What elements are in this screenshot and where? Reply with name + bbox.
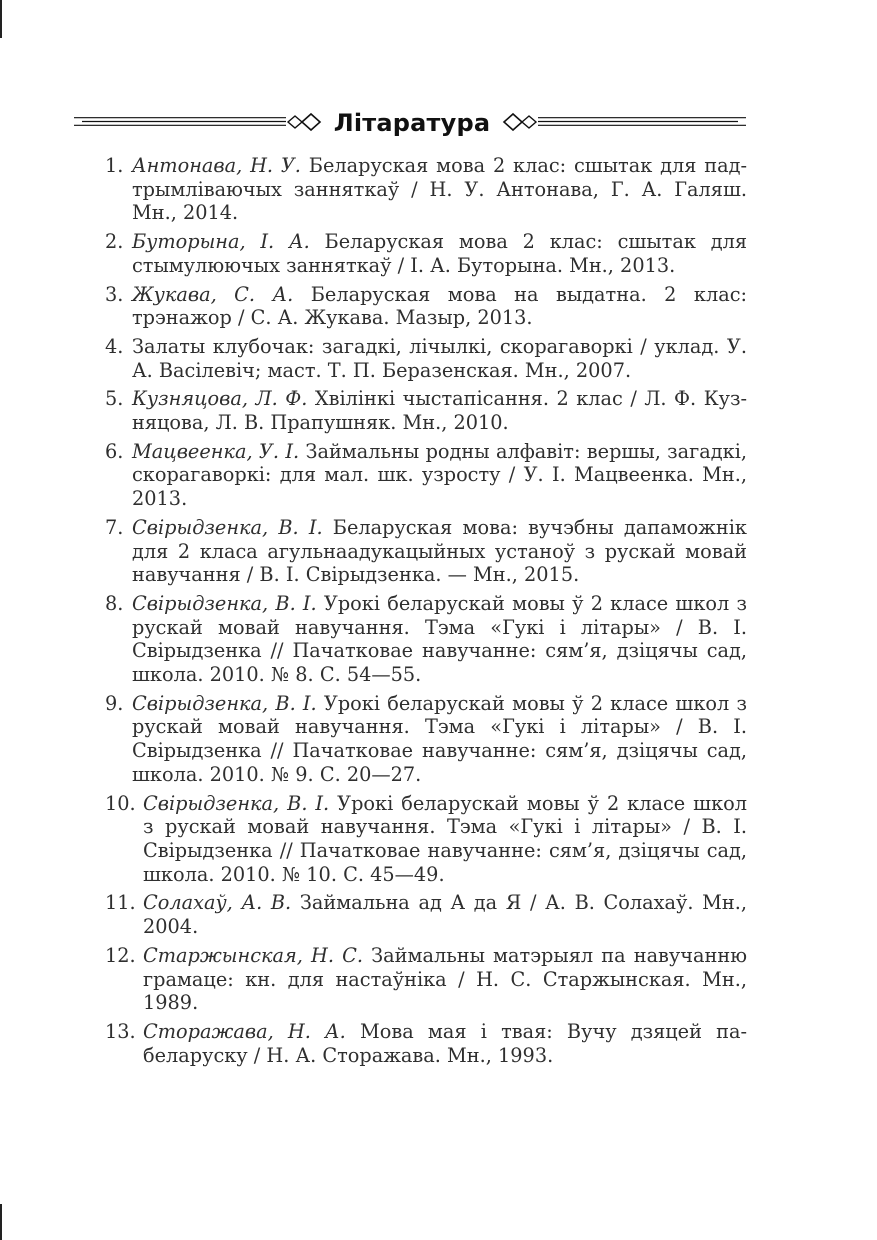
entry-number: 7. (105, 515, 124, 539)
entry-author: Свірыдзенка, В. І. (132, 591, 317, 615)
bibliography-entry (105, 154, 747, 225)
bibliography-entry (105, 283, 747, 330)
entry-author: Сторажава, Н. А. (143, 1019, 346, 1043)
section-heading (74, 106, 746, 140)
bibliography-entry (105, 516, 747, 587)
entry-author: Жукава, С. А. (132, 282, 294, 306)
entry-number: 11. (105, 891, 136, 915)
entry-text: Урокі беларускай мовы ў 2 класе школ з рускай мовай навучання. Тэма «Гукі і літары» / В. І. Свірыдзенка // Пачатковае навучанне: сям’я, дзіцячы сад, школа. 2010. № 9. С. 20—27. (132, 691, 747, 786)
entry-number: 6. (105, 439, 124, 463)
entry-author: Кузняцова, Л. Ф. (132, 387, 308, 411)
entry-text: Займальна ад А да Я / А. В. Солахаў. Мн., 2004. (143, 891, 747, 939)
entry-number: 3. (105, 282, 124, 306)
page-title: Літаратура (333, 109, 491, 137)
bibliography-entry (105, 592, 747, 687)
entry-number: 2. (105, 230, 124, 254)
bibliography-entry (105, 1020, 747, 1067)
bibliography-entry (105, 387, 747, 434)
entry-text: Залаты клубочак: загадкі, лічылкі, скорагаворкі / уклад. У. А. Васілевіч; маст. Т. П. Беразенская. Мн., 2007. (132, 334, 747, 382)
entry-number: 4. (105, 334, 124, 358)
entry-text: Займальны родны алфавіт: вершы, загадкі, скорагаворкі: для мал. шк. узросту / У. І. Мацвеенка. Мн., 2013. (132, 439, 747, 511)
entry-number: 8. (105, 591, 124, 615)
entry-text: Мова мая і твая: Вучу дзяцей па-беларуску / Н. А. Сторажава. Мн., 1993. (143, 1019, 747, 1067)
bibliography-entry (105, 440, 747, 511)
entry-author: Буторына, І. А. (132, 230, 310, 254)
entry-author: Солахаў, А. В. (143, 891, 292, 915)
entry-number: 13. (105, 1019, 136, 1043)
bibliography-entry (105, 891, 747, 938)
entry-author: Свірыдзенка, В. І. (143, 791, 330, 815)
entry-text: Хвілінкі чыстапісання. 2 клас / Л. Ф. Кузняцова, Л. В. Прапушняк. Мн., 2010. (132, 387, 747, 435)
bibliography-entry (105, 230, 747, 277)
crop-mark-bottom (0, 1204, 2, 1240)
bibliography-list (105, 154, 747, 1072)
entry-number: 5. (105, 387, 124, 411)
heading-rule-left (74, 117, 286, 126)
entry-text: Беларуская мова 2 клас: сшытак для падтрымліваючых занняткаў / Н. У. Антонава, Г. А. Галяш. Мн., 2014. (132, 154, 747, 225)
diamond-ornament-left (286, 112, 326, 132)
bibliography-entry (105, 792, 747, 887)
entry-author: Старжынская, Н. С. (143, 943, 363, 967)
bibliography-entry (105, 692, 747, 787)
entry-text: Беларуская мова 2 клас: сшытак для стымулюючых занняткаў / І. А. Буторына. Мн., 2013. (132, 230, 747, 277)
entry-number: 9. (105, 691, 124, 715)
entry-number: 12. (105, 943, 136, 967)
entry-number: 1. (105, 154, 124, 177)
entry-author: Свірыдзенка, В. І. (132, 691, 317, 715)
entry-author: Мацвеенка, У. І. (132, 439, 300, 463)
entry-text: Урокі беларускай мовы ў 2 класе школ з рускай мовай навучання. Тэма «Гукі і літары» / В. І. Свірыдзенка // Пачатковае навучанне: сям’я, дзіцячы сад, школа. 2010. № 8. С. 54—55. (132, 591, 747, 687)
bibliography-entry (105, 335, 747, 382)
entry-number: 10. (105, 791, 136, 815)
crop-mark-top (0, 0, 2, 38)
heading-rule-right (538, 117, 746, 126)
entry-author: Антонава, Н. У. (132, 154, 301, 177)
entry-text: Займальны матэрыял па навучанню грамаце: кн. для настаўніка / Н. С. Старжынская. Мн., 1989. (143, 943, 747, 1015)
diamond-ornament-right (498, 112, 538, 132)
entry-text: Беларуская мова на выдатна. 2 клас: трэнажор / С. А. Жукава. Мазыр, 2013. (132, 282, 747, 330)
entry-text: Беларуская мова: вучэбны дапаможнік для 2 класа агульнаадукацыйных устаноў з рускай мовай навучання / В. І. Свірыдзенка. — Мн., 2015. (132, 515, 747, 587)
bibliography-entry (105, 944, 747, 1015)
entry-text: Урокі беларускай мовы ў 2 класе школ з рускай мовай навучання. Тэма «Гукі і літары» / В. І. Свірыдзенка // Пачатковае навучанне: сям’я, дзіцячы сад, школа. 2010. № 10. С. 45—49. (143, 791, 747, 886)
entry-author: Свірыдзенка, В. І. (132, 515, 323, 539)
